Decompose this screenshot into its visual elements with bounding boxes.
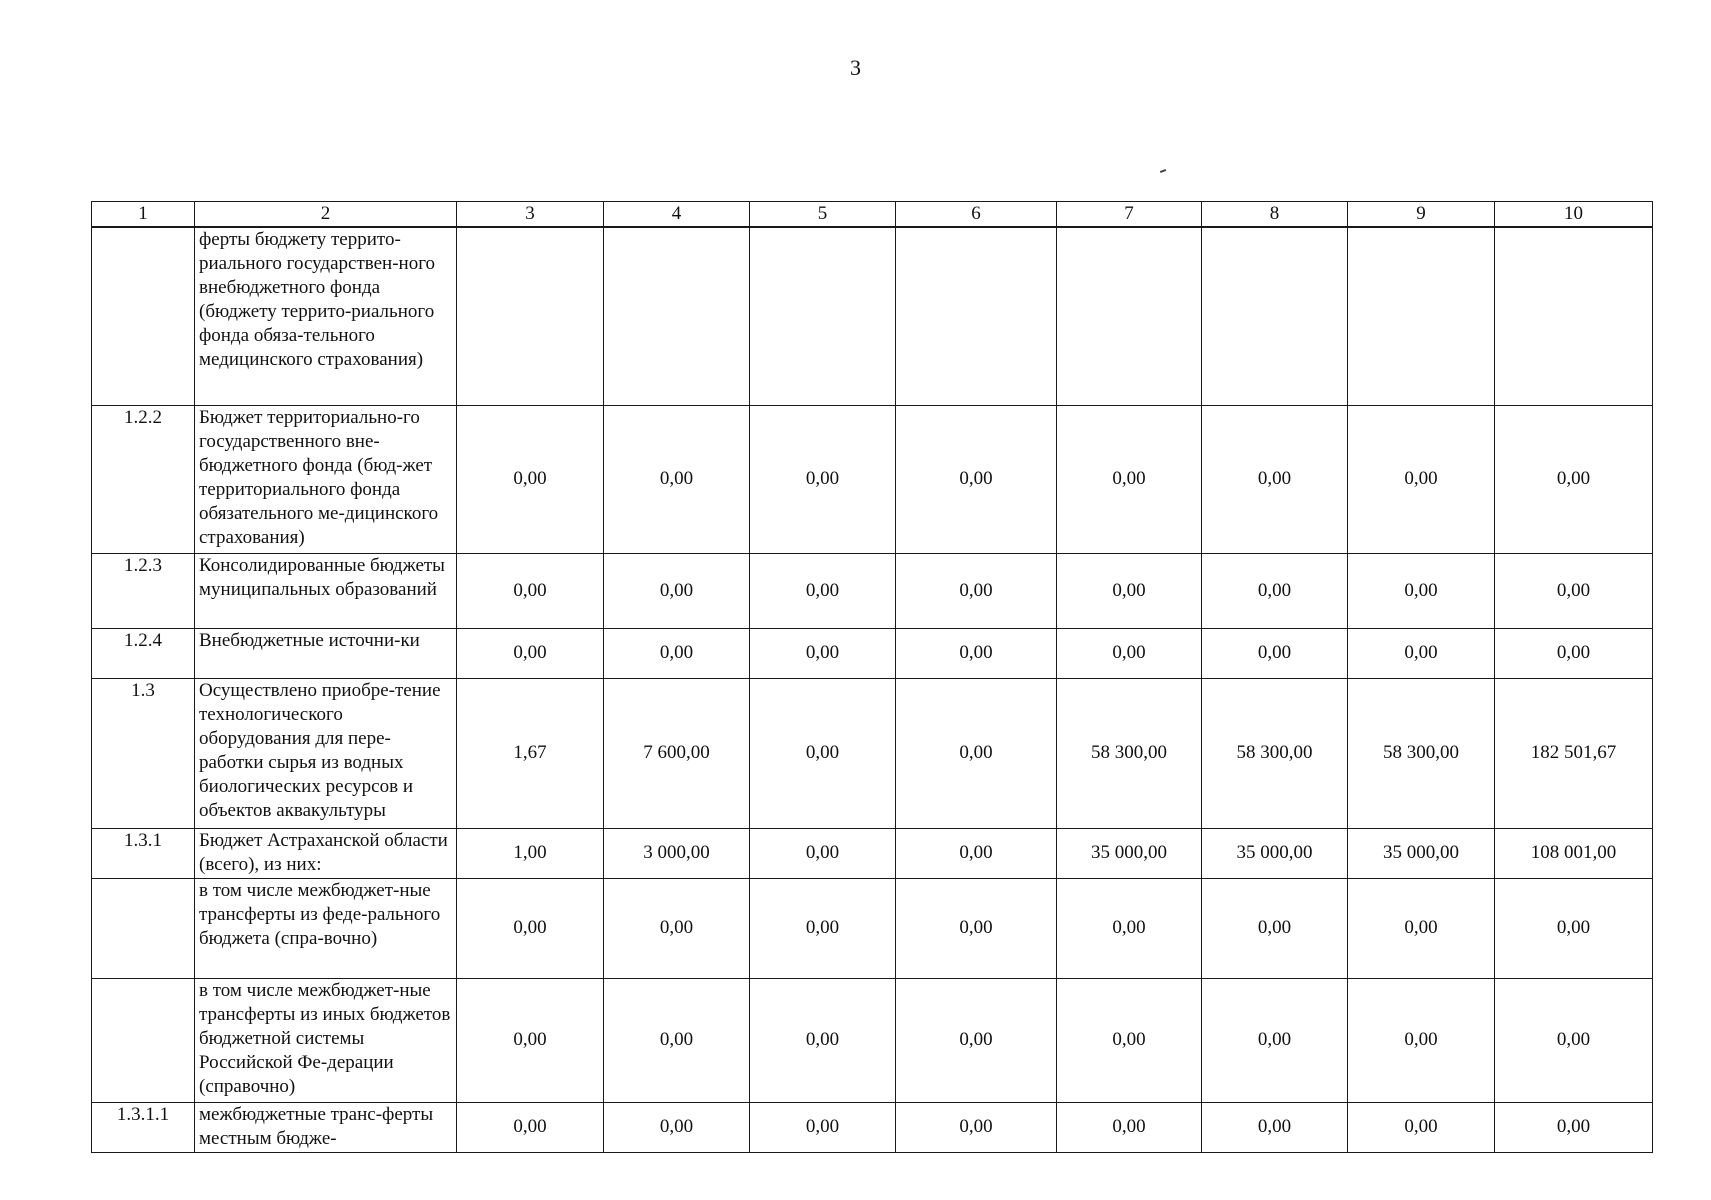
value-cell: 0,00 [750,678,896,828]
value-cell: 0,00 [604,1102,750,1152]
header-cell: 2 [195,202,457,228]
value-cell: 0,00 [896,828,1057,878]
table-row [92,553,1653,628]
value-cell: 0,00 [1057,1102,1202,1152]
value-cell: 0,00 [1202,405,1348,553]
row-name: в том числе межбюджет-ные трансферты из феде-рального бюджета (спра-вочно) [195,878,457,978]
value-cell: 1,00 [457,828,604,878]
value-cell: 0,00 [604,878,750,978]
table-row [92,828,1653,878]
value-cell [1057,227,1202,405]
row-code [92,878,195,978]
value-cell: 58 300,00 [1348,678,1495,828]
value-cell: 0,00 [1348,628,1495,678]
value-cell: 0,00 [1495,628,1653,678]
value-cell: 0,00 [896,553,1057,628]
value-cell: 108 001,00 [1495,828,1653,878]
value-cell [750,227,896,405]
value-cell: 35 000,00 [1202,828,1348,878]
value-cell: 0,00 [1202,878,1348,978]
table-row [92,978,1653,1102]
row-code: 1.3.1.1 [92,1102,195,1152]
value-cell: 0,00 [1495,405,1653,553]
value-cell: 0,00 [1348,553,1495,628]
scan-mark [1160,169,1166,173]
header-cell: 6 [896,202,1057,228]
value-cell: 0,00 [1348,878,1495,978]
table-row [92,405,1653,553]
value-cell [1202,227,1348,405]
value-cell: 0,00 [896,678,1057,828]
table-row [92,678,1653,828]
value-cell: 35 000,00 [1348,828,1495,878]
row-code: 1.3.1 [92,828,195,878]
value-cell [604,227,750,405]
row-code: 1.2.2 [92,405,195,553]
header-cell: 5 [750,202,896,228]
header-cell: 8 [1202,202,1348,228]
value-cell: 0,00 [1202,978,1348,1102]
value-cell: 58 300,00 [1202,678,1348,828]
table-row [92,878,1653,978]
table-row [92,227,1653,405]
value-cell: 0,00 [750,828,896,878]
row-code [92,978,195,1102]
value-cell: 0,00 [604,405,750,553]
value-cell: 0,00 [1202,628,1348,678]
value-cell: 0,00 [1057,553,1202,628]
value-cell: 35 000,00 [1057,828,1202,878]
value-cell [457,227,604,405]
value-cell: 0,00 [457,553,604,628]
row-name: в том числе межбюджет-ные трансферты из иных бюджетов бюджетной системы Российской Фе-дерации (справочно) [195,978,457,1102]
value-cell: 3 000,00 [604,828,750,878]
table-body [92,227,1653,1152]
value-cell: 0,00 [1495,878,1653,978]
value-cell: 0,00 [1057,878,1202,978]
page-number: 3 [850,55,861,80]
value-cell: 0,00 [1057,978,1202,1102]
value-cell: 0,00 [896,628,1057,678]
value-cell: 0,00 [604,978,750,1102]
table-row [92,1102,1653,1152]
value-cell: 7 600,00 [604,678,750,828]
value-cell: 0,00 [1202,1102,1348,1152]
value-cell: 0,00 [750,553,896,628]
value-cell: 0,00 [750,628,896,678]
value-cell: 0,00 [896,878,1057,978]
value-cell: 0,00 [457,628,604,678]
value-cell: 0,00 [750,878,896,978]
value-cell: 0,00 [896,1102,1057,1152]
value-cell: 0,00 [457,878,604,978]
row-name: Бюджет территориально-го государственного вне-бюджетного фонда (бюд-жет территориального фонда обязательного ме-дицинского страхования) [195,405,457,553]
row-name: Консолидированные бюджеты муниципальных образований [195,553,457,628]
row-name: Внебюджетные источни-ки [195,628,457,678]
value-cell: 0,00 [457,1102,604,1152]
value-cell: 0,00 [750,1102,896,1152]
value-cell: 0,00 [1202,553,1348,628]
value-cell: 0,00 [1495,553,1653,628]
header-cell: 7 [1057,202,1202,228]
header-cell: 1 [92,202,195,228]
value-cell: 0,00 [1495,978,1653,1102]
row-code [92,227,195,405]
budget-table [91,201,1653,1153]
value-cell: 0,00 [750,405,896,553]
value-cell: 0,00 [1057,628,1202,678]
value-cell: 0,00 [1348,405,1495,553]
value-cell: 0,00 [1348,978,1495,1102]
header-cell: 9 [1348,202,1495,228]
value-cell: 0,00 [1495,1102,1653,1152]
row-code: 1.2.4 [92,628,195,678]
value-cell: 182 501,67 [1495,678,1653,828]
value-cell [896,227,1057,405]
row-name: Бюджет Астраханской области (всего), из них: [195,828,457,878]
value-cell: 0,00 [1348,1102,1495,1152]
value-cell: 0,00 [604,628,750,678]
value-cell: 1,67 [457,678,604,828]
header-cell: 10 [1495,202,1653,228]
value-cell: 0,00 [896,978,1057,1102]
table-row [92,628,1653,678]
header-cell: 3 [457,202,604,228]
table-header [92,202,1653,228]
row-name: межбюджетные транс-ферты местным бюдже- [195,1102,457,1152]
row-code: 1.3 [92,678,195,828]
value-cell [1348,227,1495,405]
row-name: Осуществлено приобре-тение технологического оборудования для пере-работки сырья из водных биологических ресурсов и объектов аквакультуры [195,678,457,828]
value-cell: 0,00 [457,978,604,1102]
row-code: 1.2.3 [92,553,195,628]
header-row [92,202,1653,228]
value-cell [1495,227,1653,405]
value-cell: 0,00 [750,978,896,1102]
row-name: ферты бюджету террито-риального государствен-ного внебюджетного фонда (бюджету террито-риального фонда обяза-тельного медицинского страхования) [195,227,457,405]
value-cell: 0,00 [1057,405,1202,553]
value-cell: 0,00 [896,405,1057,553]
value-cell: 0,00 [604,553,750,628]
header-cell: 4 [604,202,750,228]
value-cell: 58 300,00 [1057,678,1202,828]
value-cell: 0,00 [457,405,604,553]
